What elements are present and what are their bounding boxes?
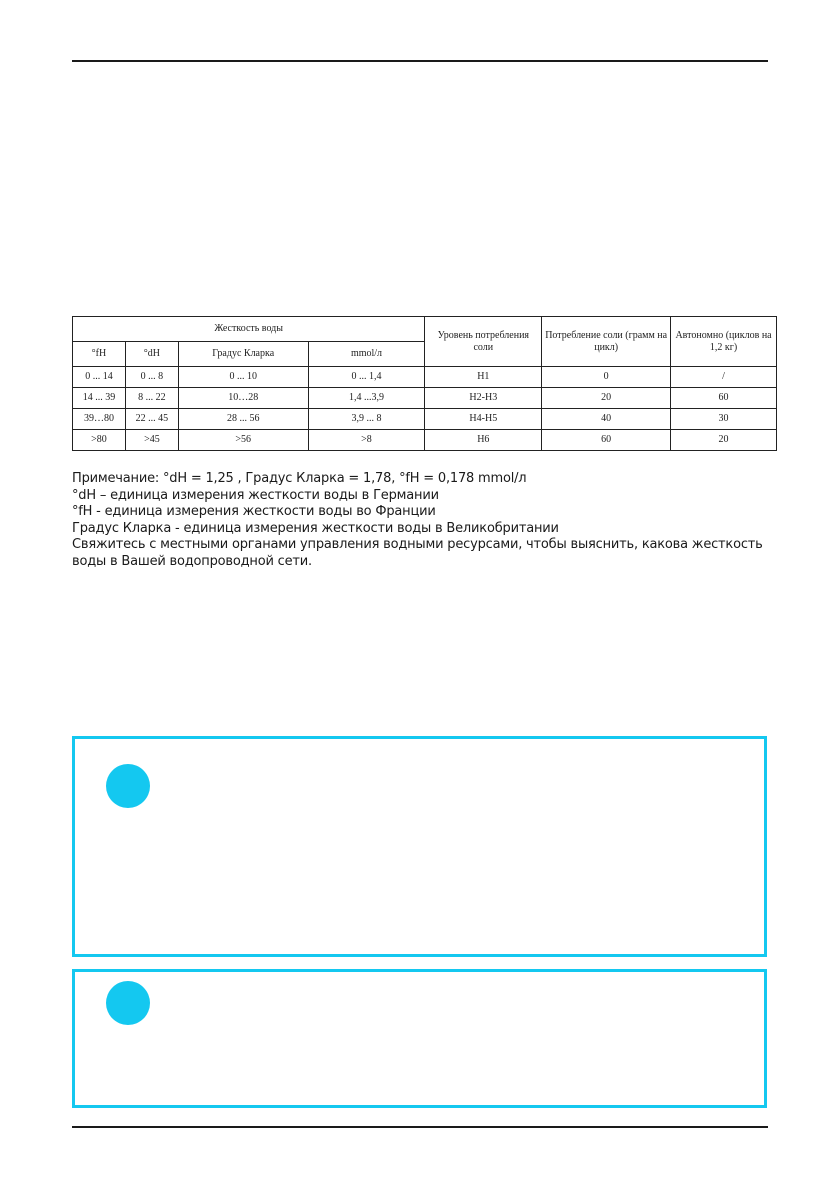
table-cell: 8 ... 22 <box>125 388 178 409</box>
table-row <box>73 430 777 451</box>
info-circle-icon <box>106 981 150 1025</box>
table-cell: / <box>671 367 777 388</box>
salt-consumption-header: Потребление соли (грамм на цикл) <box>542 317 671 367</box>
table-cell: H1 <box>425 367 542 388</box>
note-conversion: Примечание: °dH = 1,25 , Градус Кларка = 1,78, °fH = 0,178 mmol/л <box>72 471 527 486</box>
info-box-1 <box>72 736 767 957</box>
table-cell: 0 ... 10 <box>178 367 308 388</box>
header-rule <box>72 60 768 62</box>
table-cell: H4-H5 <box>425 409 542 430</box>
table-cell: 30 <box>671 409 777 430</box>
table-cell: 14 ... 39 <box>73 388 126 409</box>
table-cell: 0 ... 14 <box>73 367 126 388</box>
note-contact-authorities: Свяжитесь с местными органами управления водными ресурсами, чтобы выяснить, какова жесткость воды в Вашей водопроводной сети. <box>72 537 763 569</box>
table-row <box>73 388 777 409</box>
table-cell: 10…28 <box>178 388 308 409</box>
note-clark-definition: Градус Кларка - единица измерения жесткости воды в Великобритании <box>72 520 559 536</box>
table-cell: 20 <box>542 388 671 409</box>
water-hardness-table <box>72 316 777 451</box>
table-cell: 22 ... 45 <box>125 409 178 430</box>
table-cell: >45 <box>125 430 178 451</box>
table-cell: 60 <box>542 430 671 451</box>
info-circle-icon <box>106 764 150 808</box>
note-dh-definition: °dH – единица измерения жесткости воды в Германии <box>72 487 439 503</box>
unit-clark-header: Градус Кларка <box>178 342 308 367</box>
note-fh-definition: °fH - единица измерения жесткости воды во Франции <box>72 504 436 519</box>
table-cell: >8 <box>308 430 425 451</box>
unit-fh-header: °fH <box>73 342 126 367</box>
table-cell: 60 <box>671 388 777 409</box>
table-cell: H2-H3 <box>425 388 542 409</box>
footer-rule <box>72 1126 768 1128</box>
table-cell: >56 <box>178 430 308 451</box>
autonomy-header: Автономно (циклов на 1,2 кг) <box>671 317 777 367</box>
table-cell: 0 ... 1,4 <box>308 367 425 388</box>
salt-level-header: Уровень потребления соли <box>425 317 542 367</box>
table-cell: 0 ... 8 <box>125 367 178 388</box>
table-cell: 40 <box>542 409 671 430</box>
table-row <box>73 367 777 388</box>
table-cell: 0 <box>542 367 671 388</box>
info-box-2 <box>72 969 767 1108</box>
table-row <box>73 409 777 430</box>
table-cell: 3,9 ... 8 <box>308 409 425 430</box>
hardness-group-header: Жесткость воды <box>73 317 425 342</box>
table-cell: 1,4 ...3,9 <box>308 388 425 409</box>
unit-mmol-header: mmol/л <box>308 342 425 367</box>
unit-dh-header: °dH <box>125 342 178 367</box>
table-cell: 28 ... 56 <box>178 409 308 430</box>
hardness-notes <box>72 471 777 570</box>
table-cell: 39…80 <box>73 409 126 430</box>
table-cell: H6 <box>425 430 542 451</box>
table-cell: >80 <box>73 430 126 451</box>
table-cell: 20 <box>671 430 777 451</box>
